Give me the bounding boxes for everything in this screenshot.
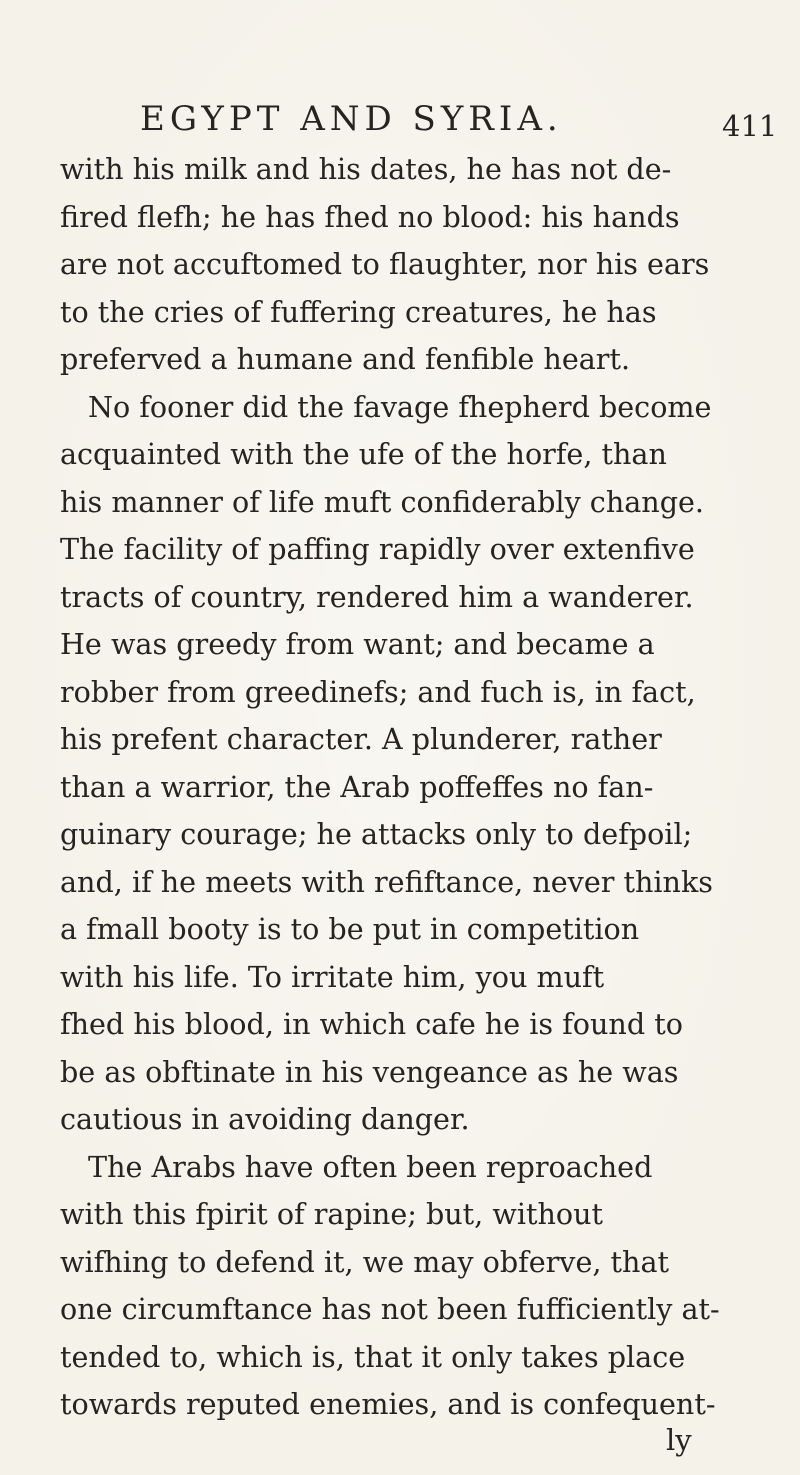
text-line: tracts of country, rendered him a wanderer. (60, 579, 694, 614)
text-line: robber from greedinefs; and fuch is, in fact, (60, 674, 696, 709)
text-line: preferved a humane and fenfible heart. (60, 342, 631, 376)
text-line: with his life. To irritate him, you muft (60, 959, 605, 994)
body-text (60, 146, 756, 1429)
text-line: his prefent character. A plunderer, rather (60, 722, 662, 756)
text-line: acquainted with the ufe of the horfe, than (60, 437, 667, 471)
text-line: guinary courage; he attacks only to defpoil; (60, 817, 693, 851)
text-line: his manner of life muft confiderably change. (60, 484, 705, 519)
text-line: tended to, which is, that it only takes place (60, 1339, 686, 1374)
text-line: one circumftance has not been fufficiently at- (60, 1292, 720, 1326)
text-line: wifhing to defend it, we may obferve, that (60, 1244, 669, 1279)
text-line: be as obftinate in his vengeance as he was (60, 1054, 679, 1089)
text-line: than a warrior, the Arab poffeffes no fan- (60, 769, 654, 804)
text-line: with his milk and his dates, he has not de- (60, 152, 672, 186)
text-line: a fmall booty is to be put in competition (60, 912, 640, 946)
text-line: are not accuftomed to flaughter, nor his ears (60, 247, 710, 281)
text-line: fired flefh; he has fhed no blood: his hands (60, 199, 680, 234)
text-line: He was greedy from want; and became a (60, 627, 655, 661)
text-line: The facility of paffing rapidly over extenfive (60, 532, 695, 566)
text-line: cautious in avoiding danger. (60, 1102, 470, 1136)
paragraph-start-line: The Arabs have often been reproached (88, 1149, 653, 1184)
running-head-title: EGYPT AND SYRIA. (140, 99, 563, 139)
catchword: ly (666, 1423, 692, 1457)
text-line: fhed his blood, in which cafe he is found to (60, 1007, 683, 1041)
paragraph-start-line: No fooner did the favage fhepherd become (88, 389, 712, 424)
text-line: towards reputed enemies, and is confequent- (60, 1387, 716, 1421)
text-line: and, if he meets with refiftance, never thinks (60, 864, 713, 899)
text-line: to the cries of fuffering creatures, he has (60, 294, 657, 329)
page-number: 411 (722, 109, 778, 143)
text-line: with this fpirit of rapine; but, without (60, 1197, 604, 1231)
